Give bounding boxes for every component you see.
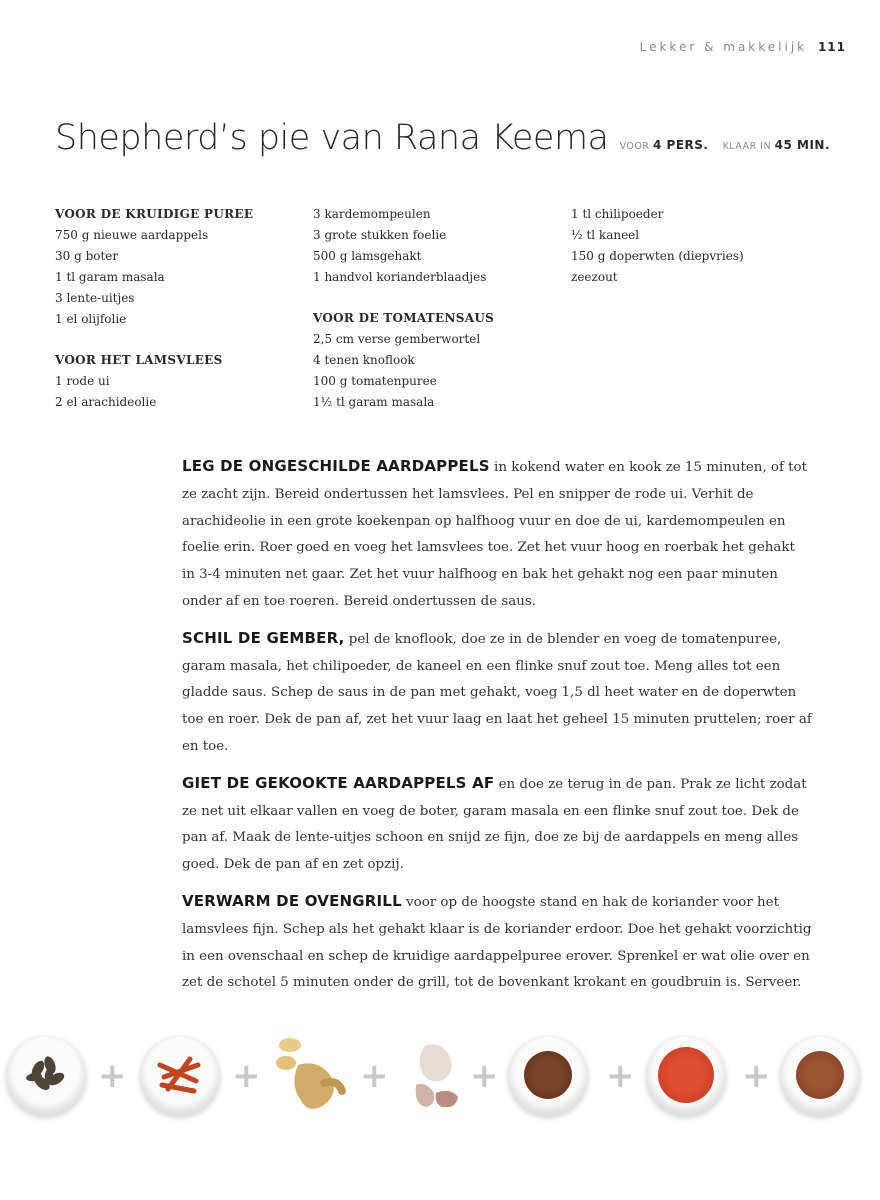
step-lead: VERWARM DE OVENGRILL [182,891,402,910]
plus-sign: + [98,1056,127,1096]
cardamom-bowl-icon [6,1035,86,1115]
spice-strip [0,1035,880,1125]
method-step [182,625,812,761]
ingredient-item: 750 g nieuwe aardappels [55,228,209,242]
ingredient-item: 1½ tl garam masala [313,395,435,409]
garam-masala-bowl-icon [508,1035,588,1115]
step-text: en doe ze terug in de pan. Prak ze licht zodat ze net uit elkaar vallen en voeg de boter, garam masala en een flinke snuf zout toe. Dek de pan af. Maak de lente-uitjes schoon en snijd ze fijn, doe ze bij de aardappels en meng alles goed. Dek de pan af en zet opzij. [182,776,807,873]
ingredient-item: 2 el arachideolie [55,395,157,409]
step-lead: SCHIL DE GEMBER, [182,628,345,647]
ingredient-item: 3 lente-uitjes [55,291,135,305]
running-head [640,40,846,54]
ingredient-item: 4 tenen knoflook [313,353,415,367]
servings-value: 4 PERS. [653,138,709,152]
cinnamon-bowl-icon [780,1035,860,1115]
chili-powder-bowl-icon [646,1035,726,1115]
servings-label: VOOR [619,141,650,152]
step-lead: LEG DE ONGESCHILDE AARDAPPELS [182,457,490,475]
ingredient-item: 150 g doperwten (diepvries) [571,249,744,263]
plus-sign: + [742,1056,771,1096]
ingredient-item: 2,5 cm verse gemberwortel [313,332,481,346]
ingredient-heading: VOOR DE TOMATENSAUS [313,311,495,325]
mace-bowl-icon [140,1035,220,1115]
method-step [182,770,812,879]
plus-sign: + [606,1056,635,1096]
ingredients-column-2 [313,204,563,413]
plus-sign: + [470,1056,499,1096]
ingredient-item: 3 grote stukken foelie [313,228,447,242]
step-lead: GIET DE GEKOOKTE AARDAPPELS AF [182,773,495,792]
running-head-title: Lekker & makkelijk [639,40,808,54]
plus-sign: + [360,1056,389,1096]
ingredient-item: 1 tl chilipoeder [571,207,664,221]
time-label: KLAAR IN [722,141,772,152]
step-text: voor op de hoogste stand en hak de koriander voor het lamsvlees fijn. Schep als het gehakt klaar is de koriander erdoor. Doe het gehakt voorzichtig in een ovenschaal en schep de kruidige aardappelpuree erover. Sprenkel er wat olie over en zet de schotel 5 minuten onder de grill, tot de bovenkant krokant en goudbruin is. Serveer. [182,894,812,991]
ingredient-heading: VOOR HET LAMSVLEES [55,353,223,367]
ingredients-column-3 [571,204,821,288]
ingredient-item: 1 handvol korianderblaadjes [313,270,487,284]
ingredient-item: 30 g boter [55,249,119,263]
step-text: in kokend water en kook ze 15 minuten, of tot ze zacht zijn. Bereid ondertussen het lamsvlees. Pel en snipper de rode ui. Verhit de arachideolie in een grote koekenpan op halfhoog vuur en doe de ui, kardemompeulen en foelie erin. Roer goed en voeg het lamsvlees toe. Zet het vuur hoog en roerbak het gehakt in 3-4 minuten net gaar. Zet het vuur halfhoog en bak het gehakt nog een paar minuten onder af en toe roeren. Bereid ondertussen de saus. [182,460,807,609]
recipe-header [55,118,845,158]
ingredients-column-1 [55,204,305,413]
method-step [182,453,812,616]
step-text: pel de knoflook, doe ze in de blender en voeg de tomatenpuree, garam masala, het chilipoeder, de kaneel en een flinke snuf zout toe. Meng alles tot een gladde saus. Schep de saus in de pan met gehakt, voeg 1,5 dl heet water en de doperwten toe en roer. Dek de pan af, zet het vuur laag en laat het geheel 15 minuten pruttelen; roer af en toe. [182,631,812,754]
method-step [182,888,812,997]
ingredient-item: 100 g tomatenpuree [313,374,437,388]
time-value: 45 MIN. [774,138,831,152]
ginger-root-icon [268,1035,352,1119]
recipe-title: Shepherd’s pie van Rana Keema [55,118,609,158]
method-steps [182,453,812,1006]
plus-sign: + [232,1056,261,1096]
ingredient-item: 3 kardemompeulen [313,207,431,221]
recipe-meta [619,138,831,152]
ingredient-item: 1 el olijfolie [55,312,127,326]
ingredient-item: ½ tl kaneel [571,228,640,242]
ingredient-item: 1 rode ui [55,374,110,388]
ingredient-item: 500 g lamsgehakt [313,249,422,263]
ingredient-item: zeezout [571,270,618,284]
ingredient-item: 1 tl garam masala [55,270,165,284]
page-number: 111 [817,40,846,54]
garlic-icon [396,1035,480,1119]
ingredient-heading: VOOR DE KRUIDIGE PUREE [55,207,254,221]
